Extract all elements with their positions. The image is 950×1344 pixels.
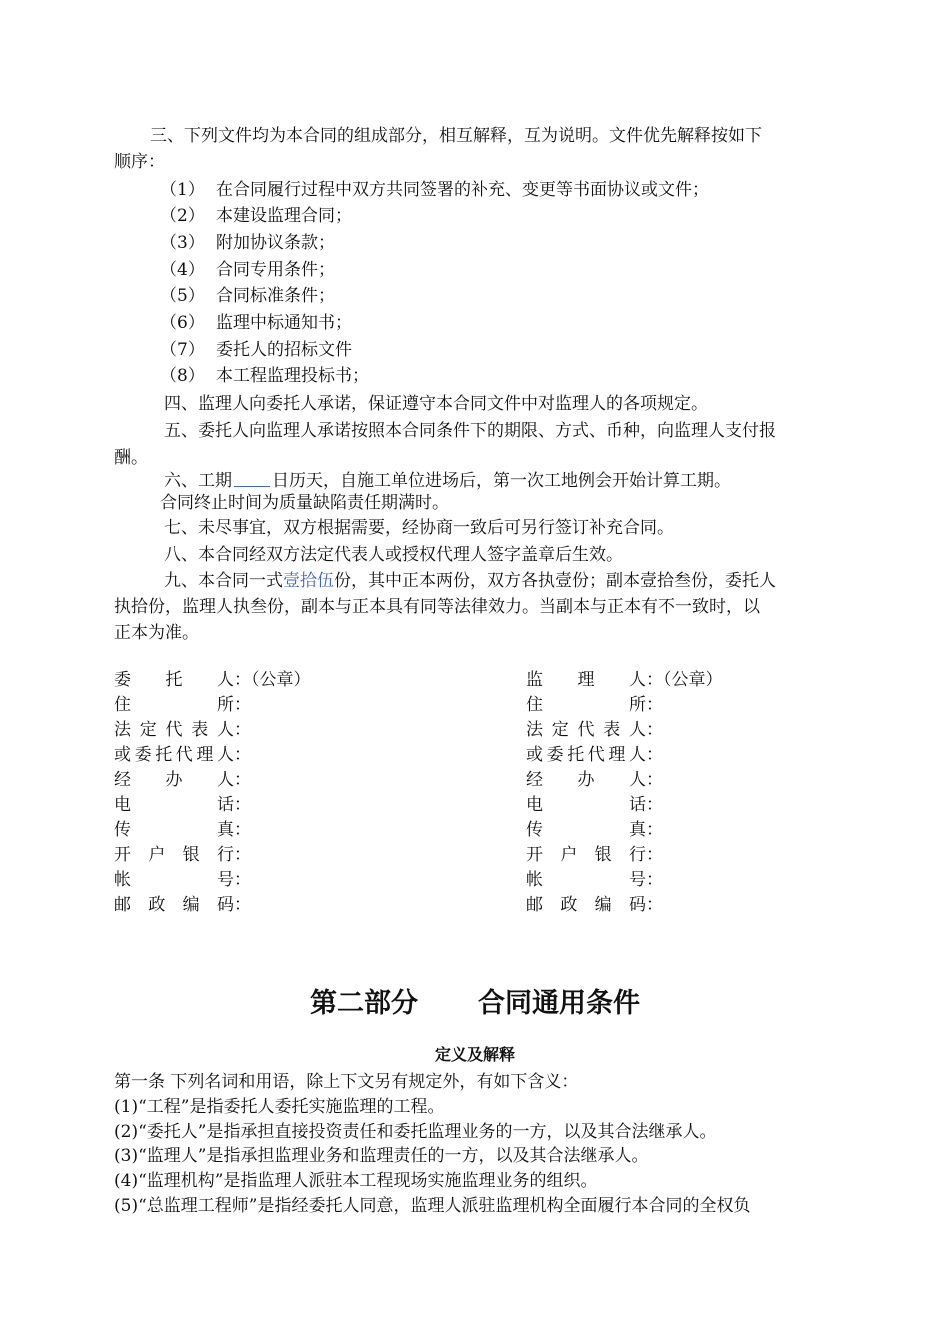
list-item-number: （2） — [160, 206, 205, 226]
list-item-number: （8） — [160, 366, 205, 386]
sig-colon: ： — [646, 820, 663, 840]
list-item-text: 委托人的招标文件 — [216, 340, 352, 360]
part-2-name: 合同通用条件 — [478, 988, 640, 1019]
sig-label: 电话 — [526, 795, 646, 815]
sig-label: 经办人 — [114, 770, 234, 790]
sig-left-account — [114, 869, 251, 891]
sig-colon: ： — [646, 770, 663, 790]
sig-colon: ： — [234, 720, 251, 740]
sig-left-postcode — [114, 894, 251, 916]
copies-count: 壹拾伍 — [283, 571, 334, 591]
sig-right-account — [526, 869, 663, 891]
part-2-number: 第二部分 — [310, 988, 418, 1019]
sig-colon: ： — [234, 695, 251, 715]
sig-right-legal-rep — [526, 719, 663, 741]
sig-label: 或委托代理人 — [526, 745, 646, 765]
part-2-title — [0, 986, 950, 1022]
list-item-number: （5） — [160, 286, 205, 306]
sig-left-agent — [114, 744, 251, 766]
article-1: 第一条 下列名词和用语，除上下文另有规定外，有如下含义： — [114, 1072, 579, 1092]
sig-value: （公章） — [251, 670, 311, 690]
list-item — [160, 339, 352, 361]
clause-9-prefix: 九、本合同一式 — [164, 571, 283, 591]
clause-8: 八、本合同经双方法定代表人或授权代理人签字盖章后生效。 — [164, 545, 623, 565]
clause-5: 五、委托人向监理人承诺按照本合同条件下的期限、方式、币种，向监理人支付报 — [164, 421, 776, 441]
sig-colon: ： — [646, 720, 663, 740]
sig-colon: ： — [646, 745, 663, 765]
clause-3-intro-cont: 顺序： — [114, 152, 165, 172]
definition-item: (4)“监理机构”是指监理人派驻本工程现场实施监理业务的组织。 — [114, 1171, 598, 1191]
sig-colon: ： — [234, 895, 251, 915]
sig-right-postcode — [526, 894, 663, 916]
list-item-text: 本建设监理合同； — [216, 206, 352, 226]
sig-right-agent — [526, 744, 663, 766]
sig-colon: ： — [646, 695, 663, 715]
definition-item: (3)“监理人”是指承担监理业务和监理责任的一方，以及其合法继承人。 — [114, 1146, 649, 1166]
sig-label: 住所 — [114, 695, 234, 715]
sig-label: 邮政编码 — [114, 895, 234, 915]
sig-colon: ： — [646, 795, 663, 815]
sig-colon: ： — [646, 845, 663, 865]
sig-colon: ： — [234, 795, 251, 815]
sig-colon: ： — [234, 670, 251, 690]
sig-colon: ： — [234, 770, 251, 790]
section-title: 定义及解释 — [434, 1045, 515, 1064]
definition-item: (2)“委托人”是指承担直接投资责任和委托监理业务的一方，以及其合法继承人。 — [114, 1122, 717, 1142]
list-item — [160, 312, 352, 334]
sig-label: 帐号 — [114, 870, 234, 890]
clause-4: 四、监理人向委托人承诺，保证遵守本合同文件中对监理人的各项规定。 — [164, 394, 708, 414]
sig-label: 开户银行 — [114, 845, 234, 865]
sig-colon: ： — [646, 870, 663, 890]
sig-left-phone — [114, 794, 251, 816]
sig-colon: ： — [234, 820, 251, 840]
sig-label: 帐号 — [526, 870, 646, 890]
list-item — [160, 205, 352, 227]
list-item-text: 合同标准条件； — [216, 286, 335, 306]
sig-left-fax — [114, 819, 251, 841]
sig-label: 传真 — [114, 820, 234, 840]
clause-9-cont: 执拾份，监理人执叁份，副本与正本具有同等法律效力。当副本与正本有不一致时，以 — [114, 597, 760, 617]
list-item — [160, 259, 335, 281]
duration-blank — [234, 470, 270, 487]
sig-label: 开户银行 — [526, 845, 646, 865]
clause-9 — [164, 570, 776, 592]
list-item-text: 监理中标通知书； — [216, 313, 352, 333]
sig-value: （公章） — [663, 670, 723, 690]
list-item — [160, 285, 335, 307]
clause-6-suffix: 日历天，自施工单位进场后，第一次工地例会开始计算工期。 — [272, 471, 731, 491]
sig-right-supervisor — [526, 669, 723, 691]
clause-6-prefix: 六、工期 — [164, 471, 232, 491]
clause-7: 七、未尽事宜，双方根据需要，经协商一致后可另行签订补充合同。 — [164, 518, 674, 538]
list-item-text: 合同专用条件； — [216, 260, 335, 280]
list-item — [160, 365, 369, 387]
sig-label: 电话 — [114, 795, 234, 815]
sig-label: 邮政编码 — [526, 895, 646, 915]
clause-3-intro: 三、下列文件均为本合同的组成部分，相互解释，互为说明。文件优先解释按如下 — [150, 126, 762, 146]
clause-9-suffix: 份，其中正本两份，双方各执壹份；副本壹拾叁份，委托人 — [334, 571, 776, 591]
clause-6-cont: 合同终止时间为质量缺陷责任期满时。 — [160, 493, 449, 513]
list-item — [160, 179, 709, 201]
sig-right-fax — [526, 819, 663, 841]
clause-9-cont: 正本为准。 — [114, 623, 199, 643]
sig-right-handler — [526, 769, 663, 791]
definition-item: (5)“总监理工程师”是指经委托人同意，监理人派驻监理机构全面履行本合同的全权负 — [114, 1196, 751, 1216]
sig-label: 或委托代理人 — [114, 745, 234, 765]
list-item-text: 本工程监理投标书； — [216, 366, 369, 386]
sig-colon: ： — [234, 745, 251, 765]
sig-right-address — [526, 694, 663, 716]
sig-label: 住所 — [526, 695, 646, 715]
sig-right-phone — [526, 794, 663, 816]
sig-label: 法定代表人 — [526, 720, 646, 740]
sig-left-handler — [114, 769, 251, 791]
sig-left-bank — [114, 844, 251, 866]
sig-label: 经办人 — [526, 770, 646, 790]
sig-label: 传真 — [526, 820, 646, 840]
sig-right-bank — [526, 844, 663, 866]
list-item — [160, 232, 335, 254]
list-item-number: （1） — [160, 180, 205, 200]
sig-colon: ： — [234, 870, 251, 890]
list-item-text: 在合同履行过程中双方共同签署的补充、变更等书面协议或文件； — [216, 180, 709, 200]
sig-left-client — [114, 669, 311, 691]
sig-left-address — [114, 694, 251, 716]
list-item-number: （4） — [160, 260, 205, 280]
list-item-number: （7） — [160, 340, 205, 360]
clause-5-cont: 酬。 — [114, 448, 148, 468]
sig-label: 法定代表人 — [114, 720, 234, 740]
definition-item: (1)“工程”是指委托人委托实施监理的工程。 — [114, 1097, 445, 1117]
clause-6 — [164, 470, 731, 492]
sig-label: 监理人 — [526, 670, 646, 690]
sig-colon: ： — [646, 670, 663, 690]
sig-colon: ： — [234, 845, 251, 865]
sig-colon: ： — [646, 895, 663, 915]
sig-label: 委托人 — [114, 670, 234, 690]
list-item-number: （3） — [160, 233, 205, 253]
list-item-text: 附加协议条款； — [216, 233, 335, 253]
sig-left-legal-rep — [114, 719, 251, 741]
list-item-number: （6） — [160, 313, 205, 333]
